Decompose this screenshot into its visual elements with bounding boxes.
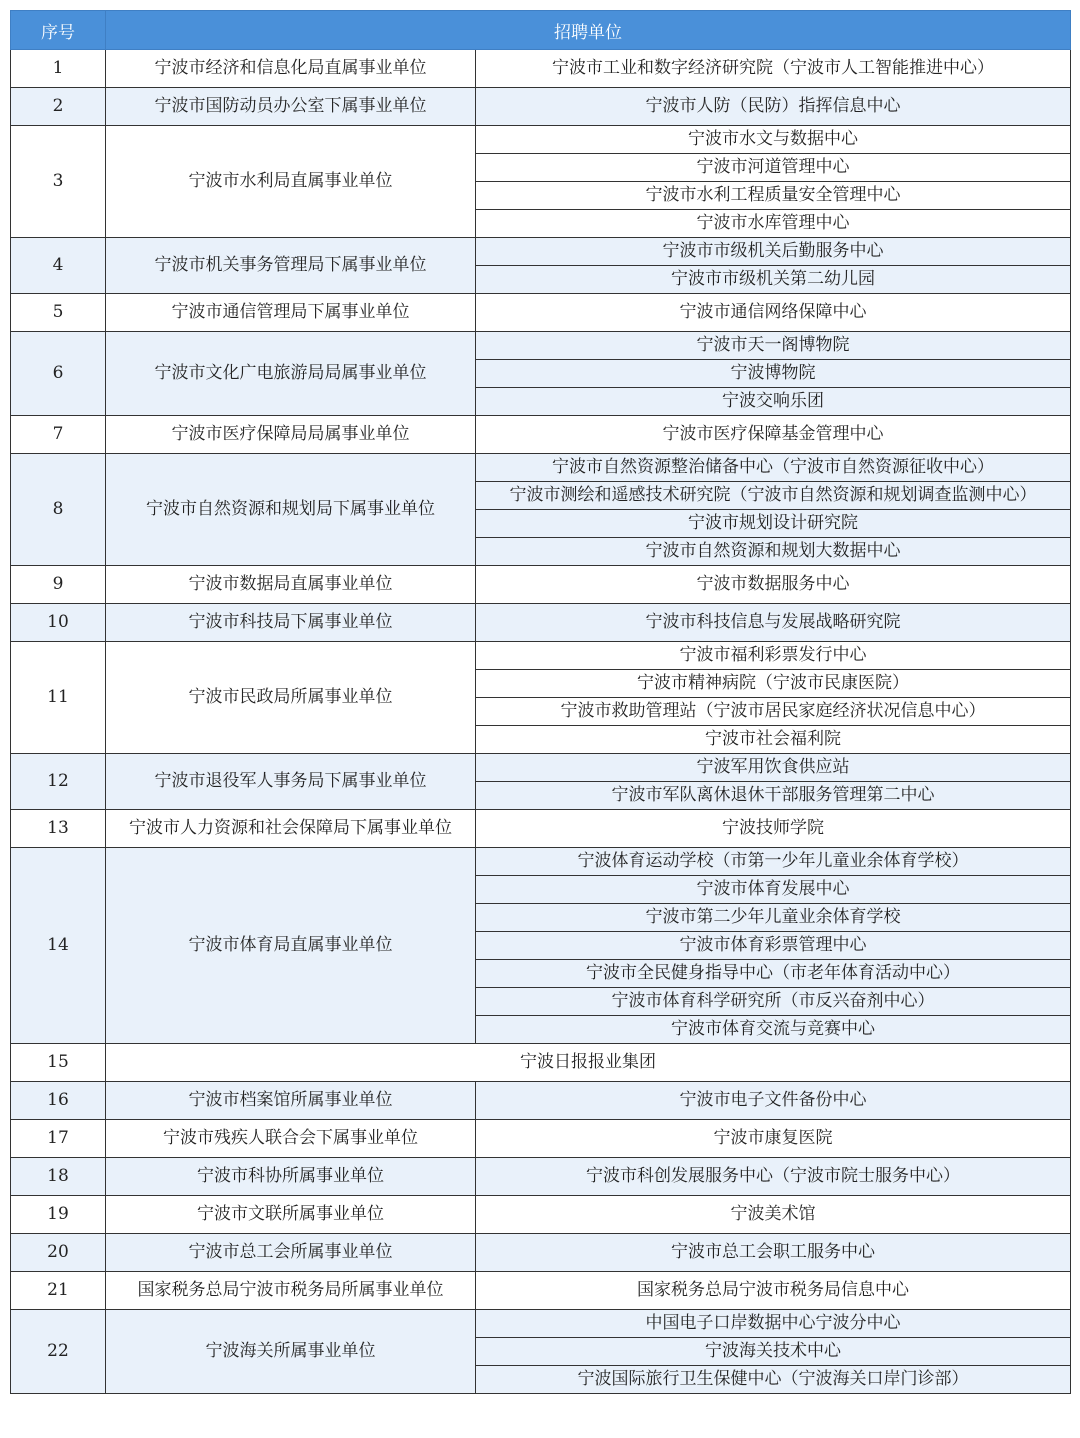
serial-number-cell: 7 — [11, 416, 106, 454]
table-row — [11, 1310, 1071, 1338]
serial-number-cell: 19 — [11, 1196, 106, 1234]
serial-number-cell: 4 — [11, 238, 106, 294]
recruiting-unit-cell: 宁波市福利彩票发行中心 — [476, 642, 1071, 670]
recruiting-unit-cell: 宁波市体育科学研究所（市反兴奋剂中心） — [476, 988, 1071, 1016]
table-row — [11, 1120, 1071, 1158]
serial-number-cell: 8 — [11, 454, 106, 566]
department-cell: 宁波市文化广电旅游局局属事业单位 — [106, 332, 476, 416]
recruiting-unit-cell: 宁波市天一阁博物院 — [476, 332, 1071, 360]
recruiting-unit-cell: 宁波市市级机关第二幼儿园 — [476, 266, 1071, 294]
department-cell: 宁波市通信管理局下属事业单位 — [106, 294, 476, 332]
table-row — [11, 416, 1071, 454]
table-row — [11, 754, 1071, 782]
header-row — [11, 11, 1071, 50]
recruiting-unit-cell: 宁波市全民健身指导中心（市老年体育活动中心） — [476, 960, 1071, 988]
department-cell: 宁波市经济和信息化局直属事业单位 — [106, 50, 476, 88]
serial-number-cell: 20 — [11, 1234, 106, 1272]
recruiting-unit-cell: 宁波市通信网络保障中心 — [476, 294, 1071, 332]
table-header — [11, 11, 1071, 50]
department-cell: 宁波市自然资源和规划局下属事业单位 — [106, 454, 476, 566]
recruiting-unit-cell: 宁波技师学院 — [476, 810, 1071, 848]
recruiting-unit-cell: 宁波市自然资源整治储备中心（宁波市自然资源征收中心） — [476, 454, 1071, 482]
recruiting-unit-cell: 宁波市市级机关后勤服务中心 — [476, 238, 1071, 266]
recruiting-unit-cell: 宁波市规划设计研究院 — [476, 510, 1071, 538]
table-row — [11, 126, 1071, 154]
department-cell: 宁波市人力资源和社会保障局下属事业单位 — [106, 810, 476, 848]
recruitment-table-container — [10, 10, 1070, 1394]
serial-number-cell: 18 — [11, 1158, 106, 1196]
serial-number-cell: 3 — [11, 126, 106, 238]
table-row — [11, 294, 1071, 332]
recruiting-unit-cell: 中国电子口岸数据中心宁波分中心 — [476, 1310, 1071, 1338]
serial-number-cell: 5 — [11, 294, 106, 332]
recruiting-unit-cell: 国家税务总局宁波市税务局信息中心 — [476, 1272, 1071, 1310]
serial-number-cell: 2 — [11, 88, 106, 126]
table-row — [11, 1044, 1071, 1082]
recruiting-unit-cell: 宁波市康复医院 — [476, 1120, 1071, 1158]
recruiting-unit-cell: 宁波市水利工程质量安全管理中心 — [476, 182, 1071, 210]
recruiting-unit-cell: 宁波市第二少年儿童业余体育学校 — [476, 904, 1071, 932]
department-cell: 宁波市科技局下属事业单位 — [106, 604, 476, 642]
recruiting-unit-cell: 宁波市科技信息与发展战略研究院 — [476, 604, 1071, 642]
table-row — [11, 88, 1071, 126]
recruiting-unit-cell: 宁波市社会福利院 — [476, 726, 1071, 754]
recruiting-unit-cell: 宁波国际旅行卫生保健中心（宁波海关口岸门诊部） — [476, 1366, 1071, 1394]
table-row — [11, 1158, 1071, 1196]
recruitment-table — [10, 10, 1071, 1394]
table-row — [11, 332, 1071, 360]
serial-number-cell: 10 — [11, 604, 106, 642]
recruiting-unit-cell: 宁波市体育彩票管理中心 — [476, 932, 1071, 960]
recruiting-unit-cell: 宁波市电子文件备份中心 — [476, 1082, 1071, 1120]
recruiting-unit-cell: 宁波市精神病院（宁波市民康医院） — [476, 670, 1071, 698]
recruiting-unit-cell: 宁波市数据服务中心 — [476, 566, 1071, 604]
department-cell: 宁波市体育局直属事业单位 — [106, 848, 476, 1044]
serial-number-cell: 9 — [11, 566, 106, 604]
department-cell: 宁波市总工会所属事业单位 — [106, 1234, 476, 1272]
merged-unit-cell: 宁波日报报业集团 — [106, 1044, 1071, 1082]
serial-number-cell: 17 — [11, 1120, 106, 1158]
table-row — [11, 848, 1071, 876]
serial-number-cell: 11 — [11, 642, 106, 754]
recruiting-unit-cell: 宁波博物院 — [476, 360, 1071, 388]
serial-number-cell: 15 — [11, 1044, 106, 1082]
department-cell: 宁波市民政局所属事业单位 — [106, 642, 476, 754]
department-cell: 宁波市水利局直属事业单位 — [106, 126, 476, 238]
recruiting-unit-cell: 宁波市人防（民防）指挥信息中心 — [476, 88, 1071, 126]
recruiting-unit-cell: 宁波交响乐团 — [476, 388, 1071, 416]
recruiting-unit-cell: 宁波市科创发展服务中心（宁波市院士服务中心） — [476, 1158, 1071, 1196]
serial-number-cell: 6 — [11, 332, 106, 416]
recruiting-unit-cell: 宁波美术馆 — [476, 1196, 1071, 1234]
recruiting-unit-cell: 宁波体育运动学校（市第一少年儿童业余体育学校） — [476, 848, 1071, 876]
header-recruiting-unit: 招聘单位 — [106, 11, 1071, 50]
recruiting-unit-cell: 宁波市总工会职工服务中心 — [476, 1234, 1071, 1272]
recruiting-unit-cell: 宁波市工业和数字经济研究院（宁波市人工智能推进中心） — [476, 50, 1071, 88]
department-cell: 宁波市文联所属事业单位 — [106, 1196, 476, 1234]
recruiting-unit-cell: 宁波市救助管理站（宁波市居民家庭经济状况信息中心） — [476, 698, 1071, 726]
serial-number-cell: 14 — [11, 848, 106, 1044]
serial-number-cell: 22 — [11, 1310, 106, 1394]
table-row — [11, 1082, 1071, 1120]
recruiting-unit-cell: 宁波市体育发展中心 — [476, 876, 1071, 904]
recruiting-unit-cell: 宁波军用饮食供应站 — [476, 754, 1071, 782]
recruiting-unit-cell: 宁波市军队离休退休干部服务管理第二中心 — [476, 782, 1071, 810]
serial-number-cell: 21 — [11, 1272, 106, 1310]
recruiting-unit-cell: 宁波市水库管理中心 — [476, 210, 1071, 238]
department-cell: 宁波市数据局直属事业单位 — [106, 566, 476, 604]
department-cell: 宁波市残疾人联合会下属事业单位 — [106, 1120, 476, 1158]
serial-number-cell: 16 — [11, 1082, 106, 1120]
table-row — [11, 566, 1071, 604]
department-cell: 宁波市科协所属事业单位 — [106, 1158, 476, 1196]
recruiting-unit-cell: 宁波市测绘和遥感技术研究院（宁波市自然资源和规划调查监测中心） — [476, 482, 1071, 510]
department-cell: 宁波市国防动员办公室下属事业单位 — [106, 88, 476, 126]
table-row — [11, 1272, 1071, 1310]
table-row — [11, 1234, 1071, 1272]
table-row — [11, 454, 1071, 482]
table-row — [11, 642, 1071, 670]
table-body — [11, 50, 1071, 1394]
recruiting-unit-cell: 宁波市自然资源和规划大数据中心 — [476, 538, 1071, 566]
recruiting-unit-cell: 宁波海关技术中心 — [476, 1338, 1071, 1366]
table-row — [11, 810, 1071, 848]
department-cell: 宁波海关所属事业单位 — [106, 1310, 476, 1394]
table-row — [11, 604, 1071, 642]
serial-number-cell: 1 — [11, 50, 106, 88]
department-cell: 宁波市机关事务管理局下属事业单位 — [106, 238, 476, 294]
department-cell: 宁波市档案馆所属事业单位 — [106, 1082, 476, 1120]
department-cell: 宁波市退役军人事务局下属事业单位 — [106, 754, 476, 810]
serial-number-cell: 12 — [11, 754, 106, 810]
header-serial-number: 序号 — [11, 11, 106, 50]
recruiting-unit-cell: 宁波市水文与数据中心 — [476, 126, 1071, 154]
recruiting-unit-cell: 宁波市体育交流与竞赛中心 — [476, 1016, 1071, 1044]
department-cell: 国家税务总局宁波市税务局所属事业单位 — [106, 1272, 476, 1310]
recruiting-unit-cell: 宁波市医疗保障基金管理中心 — [476, 416, 1071, 454]
table-row — [11, 1196, 1071, 1234]
recruiting-unit-cell: 宁波市河道管理中心 — [476, 154, 1071, 182]
table-row — [11, 238, 1071, 266]
serial-number-cell: 13 — [11, 810, 106, 848]
table-row — [11, 50, 1071, 88]
department-cell: 宁波市医疗保障局局属事业单位 — [106, 416, 476, 454]
